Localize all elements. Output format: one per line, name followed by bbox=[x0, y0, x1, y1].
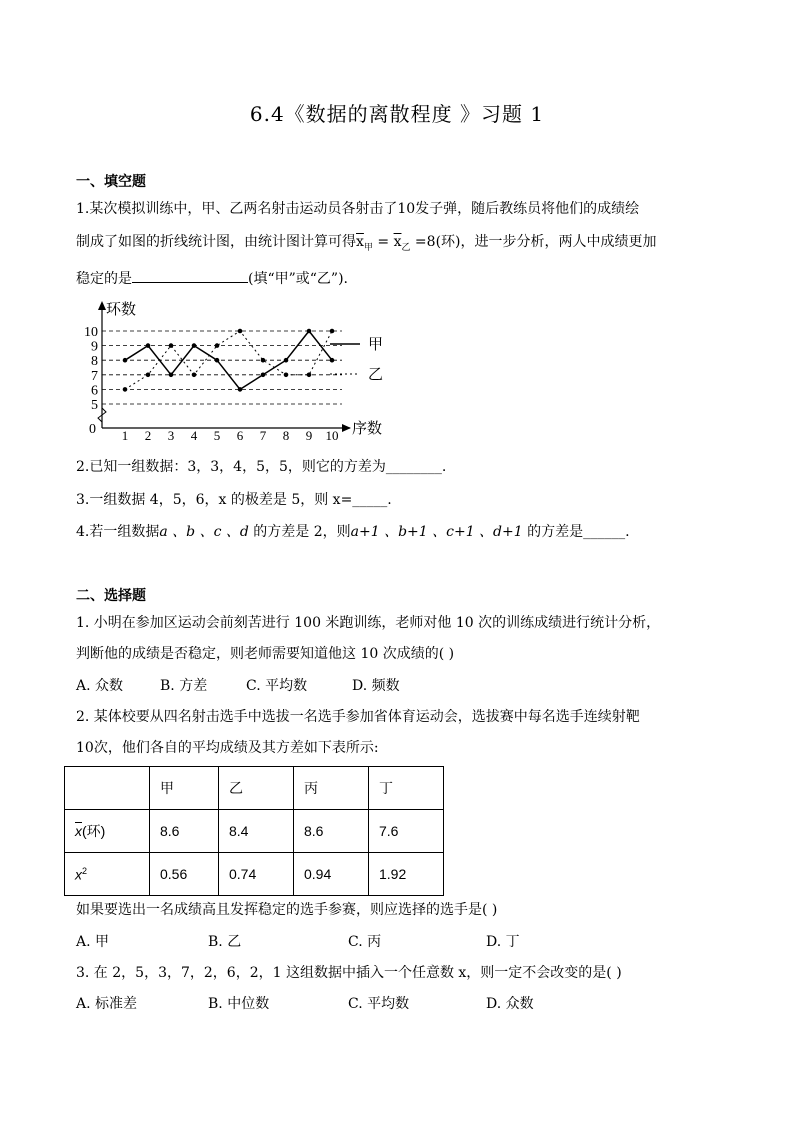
x-tick-label: 6 bbox=[236, 428, 244, 443]
table-cell: 8.6 bbox=[294, 810, 369, 853]
data-point bbox=[284, 358, 289, 363]
data-point bbox=[330, 358, 335, 363]
table-cell: 0.56 bbox=[150, 853, 219, 896]
table-header-cell: 丁 bbox=[369, 767, 444, 810]
mc-q2-option-c[interactable]: C. 丙 bbox=[348, 934, 382, 950]
mc-q1-option-d[interactable]: D. 频数 bbox=[352, 678, 400, 694]
y-tick-label: 7 bbox=[91, 368, 98, 384]
q3-text: 3.一组数据 4，5，6，x 的极差是 5，则 x=_____. bbox=[76, 492, 392, 508]
table-cell: 8.4 bbox=[219, 810, 294, 853]
data-point bbox=[192, 373, 197, 378]
x-tick-label: 1 bbox=[121, 428, 129, 443]
line-chart bbox=[80, 298, 420, 448]
mc-q2-line2: 10次，他们各自的平均成绩及其方差如下表所示: bbox=[76, 740, 379, 756]
x-tick-label: 2 bbox=[144, 428, 152, 443]
mc-q2-option-a[interactable]: A. 甲 bbox=[76, 934, 110, 950]
table-row bbox=[65, 767, 444, 810]
origin-label: 0 bbox=[89, 422, 96, 437]
table-row-label-mean: $\overline{x}$(环) bbox=[65, 810, 150, 853]
section-heading-multiple-choice: 二、选择题 bbox=[76, 588, 146, 604]
scores-table bbox=[64, 766, 444, 896]
x-tick-label: 4 bbox=[190, 428, 198, 443]
page-title: 6.4《数据的离散程度 》习题 1 bbox=[249, 102, 545, 126]
data-point bbox=[123, 387, 128, 392]
data-point bbox=[307, 329, 312, 334]
x-tick-label: 9 bbox=[305, 428, 313, 443]
data-point bbox=[284, 373, 289, 378]
data-point bbox=[146, 373, 151, 378]
mc-q2-option-b[interactable]: B. 乙 bbox=[208, 934, 242, 950]
data-point bbox=[261, 373, 266, 378]
y-axis-arrow bbox=[98, 301, 106, 310]
x-tick-label: 7 bbox=[259, 428, 267, 443]
table-row bbox=[65, 853, 444, 896]
table-header-cell: 甲 bbox=[150, 767, 219, 810]
x-axis-label: 序数 bbox=[352, 421, 383, 437]
q1-line2: 制成了如图的折线统计图，由统计图计算可得$\overline{x}_甲 = \overline{x}_乙 =8$(环)，进一步分析，两人中成绩更加 bbox=[76, 234, 657, 253]
x-tick-label: 10 bbox=[325, 428, 339, 443]
x-axis-arrow bbox=[342, 424, 351, 432]
legend-label: 甲 bbox=[368, 337, 384, 353]
table-header-cell: 丙 bbox=[294, 767, 369, 810]
chart-labels bbox=[84, 301, 382, 443]
mc-q1-option-c[interactable]: C. 平均数 bbox=[246, 678, 308, 694]
data-point bbox=[192, 343, 197, 348]
mc-q3-option-d[interactable]: D. 众数 bbox=[486, 996, 534, 1012]
y-tick-label: 8 bbox=[91, 354, 98, 370]
legend-label: 乙 bbox=[368, 367, 384, 383]
chart-axes bbox=[98, 301, 351, 432]
q1-line3: 稳定的是 (填“甲”或“乙”). bbox=[76, 268, 348, 289]
data-point bbox=[169, 373, 174, 378]
q2-text: 2.已知一组数据：3，3，4，5，5，则它的方差为________. bbox=[76, 459, 447, 475]
y-tick-label: 6 bbox=[91, 383, 98, 399]
table-cell: 1.92 bbox=[369, 853, 444, 896]
mc-q3-option-a[interactable]: A. 标准差 bbox=[76, 996, 138, 1012]
x-tick-label: 3 bbox=[167, 428, 175, 443]
chart-legend bbox=[330, 336, 383, 383]
y-axis-label: 环数 bbox=[106, 302, 137, 318]
table-row bbox=[65, 810, 444, 853]
table-header-cell bbox=[65, 767, 150, 810]
mc-q1-option-a[interactable]: A. 众数 bbox=[76, 678, 124, 694]
table-cell: 0.94 bbox=[294, 853, 369, 896]
data-point bbox=[238, 329, 243, 334]
section-heading-fill-blank: 一、填空题 bbox=[76, 174, 146, 190]
mc-q1-line1: 1. 小明在参加区运动会前刻苦进行 100 米跑训练，老师对他 10 次的训练成绩进行统计分析， bbox=[76, 615, 661, 631]
data-point bbox=[261, 358, 266, 363]
data-point bbox=[330, 329, 335, 334]
y-tick-label: 5 bbox=[91, 398, 98, 413]
mc-q2-option-d[interactable]: D. 丁 bbox=[486, 934, 520, 950]
table-cell: 0.74 bbox=[219, 853, 294, 896]
data-point bbox=[215, 343, 220, 348]
table-cell: 8.6 bbox=[150, 810, 219, 853]
x-tick-label: 5 bbox=[213, 428, 221, 443]
mc-q3-line1: 3. 在 2，5，3，7，2，6，2，1 这组数据中插入一个任意数 x，则一定不会改变的是( ) bbox=[76, 965, 622, 981]
x-tick-label: 8 bbox=[282, 428, 290, 443]
data-point bbox=[238, 387, 243, 392]
mc-q1-line2: 判断他的成绩是否稳定，则老师需要知道他这 10 次成绩的( ) bbox=[76, 646, 455, 662]
data-point bbox=[146, 343, 151, 348]
mc-q3-option-b[interactable]: B. 中位数 bbox=[208, 996, 270, 1012]
data-point bbox=[123, 358, 128, 363]
y-tick-label: 10 bbox=[84, 325, 98, 340]
table-row-label-variance: $x^2$ bbox=[65, 853, 150, 896]
table-header-cell: 乙 bbox=[219, 767, 294, 810]
table-cell: 7.6 bbox=[369, 810, 444, 853]
mc-q2-line1: 2. 某体校要从四名射击选手中选拔一名选手参加省体育运动会，选拔赛中每名选手连续射靶 bbox=[76, 709, 640, 725]
mc-q1-option-b[interactable]: B. 方差 bbox=[160, 678, 208, 694]
mc-q2-line3: 如果要选出一名成绩高且发挥稳定的选手参赛，则应选择的选手是( ) bbox=[76, 902, 498, 918]
mc-q3-option-c[interactable]: C. 平均数 bbox=[348, 996, 410, 1012]
q1-line1: 1.某次模拟训练中，甲、乙两名射击运动员各射击了10发子弹，随后教练员将他们的成绩绘 bbox=[76, 201, 640, 217]
y-tick-label: 9 bbox=[91, 339, 98, 355]
answer-blank[interactable] bbox=[132, 268, 248, 283]
data-point bbox=[307, 373, 312, 378]
data-point bbox=[215, 358, 220, 363]
data-point bbox=[169, 343, 174, 348]
q4-text: 4.若一组数据a 、b 、c 、d 的方差是 2，则a+1 、b+1 、c+1 、d+1 的方差是______. bbox=[76, 524, 630, 540]
